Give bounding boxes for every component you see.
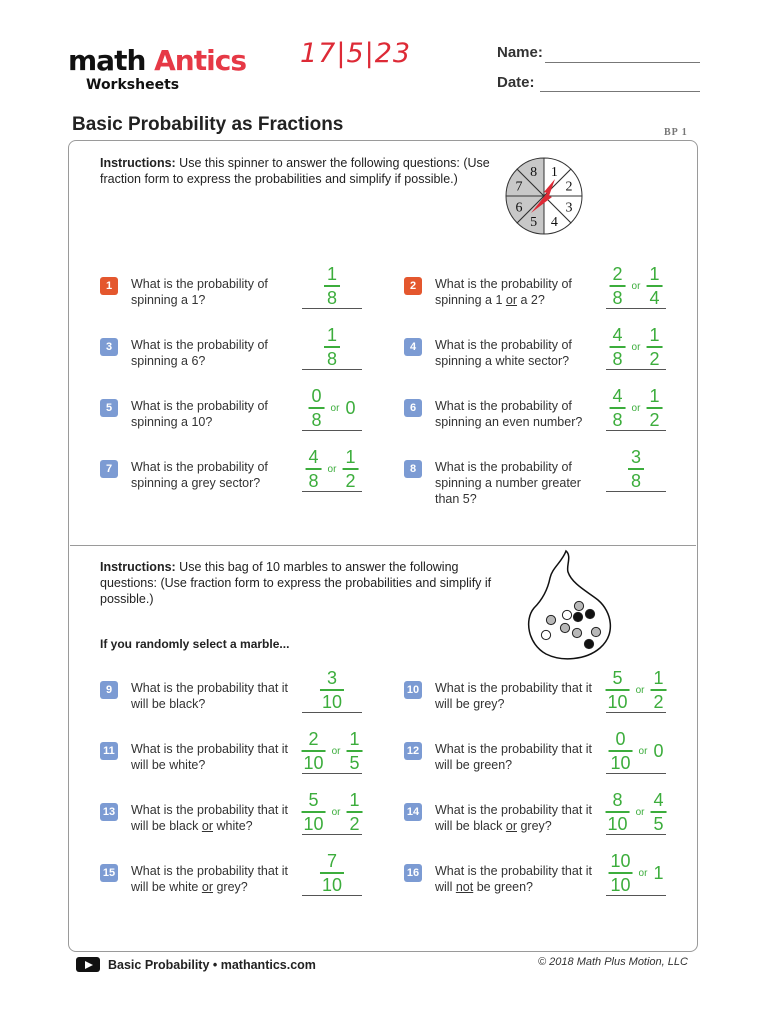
footer-left: [76, 957, 316, 972]
marble-black: [584, 639, 593, 648]
answer: [324, 325, 340, 369]
answer-fraction: [610, 264, 626, 308]
marble-white: [541, 630, 550, 639]
fraction-bar: [650, 811, 666, 813]
fraction-bar: [320, 872, 344, 874]
answer-fraction: [302, 729, 326, 773]
question-text: What is the probability of spinning a 1?: [131, 277, 268, 307]
instructions-label: Instructions:: [100, 560, 176, 574]
marble-grey: [546, 615, 555, 624]
answer-fraction: [609, 729, 633, 773]
question-text-part: What is the probability that it will: [435, 864, 593, 894]
fraction-denominator: 2: [349, 814, 360, 834]
fraction-denominator: 2: [649, 410, 660, 430]
fraction-numerator: 1: [653, 668, 664, 688]
question-text: What is the probability of spinning an even number?: [435, 399, 583, 429]
fraction-numerator: 4: [653, 790, 664, 810]
play-icon: [76, 957, 100, 972]
fraction-bar: [646, 285, 662, 287]
fraction-bar: [646, 407, 662, 409]
spinner-label: 2: [565, 179, 573, 195]
marble-grey: [560, 623, 569, 632]
footer-site-text: Basic Probability • mathantics.com: [108, 957, 316, 972]
fraction-numerator: 3: [326, 668, 337, 688]
mathantics-logo: [68, 44, 246, 100]
fraction-bar: [606, 689, 630, 691]
answer-whole-number: 0: [653, 740, 664, 761]
fraction-denominator: 8: [612, 288, 623, 308]
spinner-label: 6: [515, 200, 523, 216]
spinner-image: [503, 155, 585, 237]
fraction-numerator: 2: [308, 729, 319, 749]
fraction-bar: [324, 346, 340, 348]
bag-outline: [529, 551, 611, 659]
or-word: or: [330, 402, 340, 414]
answer: [324, 264, 340, 308]
answer: [606, 668, 667, 712]
question-text: [435, 802, 605, 834]
spinner-label: 8: [530, 165, 538, 181]
fraction-bar: [302, 811, 326, 813]
question-text: What is the probability of spinning a number greater than 5?: [435, 460, 581, 506]
fraction-bar: [302, 750, 326, 752]
marble-subheading: If you randomly select a marble...: [100, 637, 290, 651]
question-number-badge: 7: [100, 460, 118, 478]
marble-white: [562, 610, 571, 619]
fraction-denominator: 10: [303, 753, 324, 773]
question-text-part: be green?: [473, 880, 534, 894]
answer-line[interactable]: [302, 308, 362, 309]
question-text: [435, 863, 605, 895]
question-text-emphasis: not: [455, 880, 474, 894]
fraction-denominator: 8: [630, 471, 641, 491]
fraction-numerator: 4: [308, 447, 319, 467]
fraction-bar: [306, 468, 322, 470]
answer-line[interactable]: [606, 369, 666, 370]
question-text: What is the probability of spinning a 10?: [131, 399, 268, 429]
fraction-numerator: 0: [311, 386, 322, 406]
answer: [302, 790, 363, 834]
section-divider: [70, 545, 696, 546]
answer-fraction: [610, 325, 626, 369]
or-word: or: [635, 806, 645, 818]
answer: [610, 325, 663, 369]
answer-fraction: [650, 668, 666, 712]
date-label: Date:: [497, 74, 535, 91]
fraction-bar: [324, 285, 340, 287]
answer: [320, 668, 344, 712]
question-text-part: What is the probability of spinning a 1: [435, 277, 572, 307]
question-text-part: grey?: [517, 819, 552, 833]
fraction-numerator: 1: [326, 264, 337, 284]
answer-fraction: [306, 447, 322, 491]
answer-fraction: [609, 851, 633, 895]
answer-fraction: [606, 668, 630, 712]
fraction-denominator: 8: [326, 288, 337, 308]
fraction-numerator: 8: [612, 790, 623, 810]
fraction-bar: [610, 285, 626, 287]
question-number-badge: 2: [404, 277, 422, 295]
fraction-denominator: 4: [649, 288, 660, 308]
answer-fraction: [646, 325, 662, 369]
answer-fraction: [320, 851, 344, 895]
question-text-emphasis: or: [201, 819, 213, 833]
logo-worksheets: Worksheets: [86, 77, 180, 93]
or-word: or: [638, 745, 648, 757]
name-field-line[interactable]: [545, 62, 700, 63]
answer-fraction: [646, 386, 662, 430]
spinner-label: 1: [550, 165, 558, 181]
spinner-label: 3: [565, 200, 573, 216]
answer-line[interactable]: [606, 895, 666, 896]
spinner-label: 5: [530, 214, 538, 230]
fraction-numerator: 4: [612, 325, 623, 345]
fraction-numerator: 1: [649, 264, 660, 284]
question-number-badge: 15: [100, 864, 118, 882]
question-number-badge: 4: [404, 338, 422, 356]
question-text: [435, 276, 605, 308]
question-text: [131, 863, 301, 895]
instructions-label: Instructions:: [100, 156, 176, 170]
answer-fraction: [628, 447, 644, 491]
question-text: What is the probability that it will be grey?: [435, 681, 593, 711]
fraction-bar: [342, 468, 358, 470]
instructions-text: Use this spinner to answer the following questions: (Use fraction form to express the probabilities and simplify if possible.): [100, 156, 490, 186]
fraction-bar: [609, 750, 633, 752]
marble-black: [573, 612, 582, 621]
or-word: or: [331, 806, 341, 818]
or-word: or: [631, 402, 641, 414]
date-field-line[interactable]: [540, 91, 700, 92]
answer-line[interactable]: [302, 895, 362, 896]
fraction-denominator: 10: [607, 814, 628, 834]
fraction-denominator: 10: [321, 875, 343, 895]
answer-fraction: [320, 668, 344, 712]
answer: [309, 386, 356, 430]
copyright-text: © 2018 Math Plus Motion, LLC: [538, 956, 688, 968]
question-text: What is the probability of spinning a grey sector?: [131, 460, 268, 490]
fraction-bar: [346, 750, 362, 752]
fraction-bar: [628, 468, 644, 470]
page-title: Basic Probability as Fractions: [72, 114, 344, 135]
answer-fraction: [650, 790, 666, 834]
fraction-numerator: 5: [308, 790, 319, 810]
section2-instructions: [100, 559, 510, 607]
marble-grey: [574, 601, 583, 610]
question-text-part: What is the probability that it will be black: [435, 803, 593, 833]
question-text: What is the probability that it will be green?: [435, 742, 593, 772]
fraction-numerator: 1: [649, 325, 660, 345]
fraction-numerator: 1: [326, 325, 337, 345]
fraction-numerator: 3: [630, 447, 641, 467]
answer-line[interactable]: [606, 834, 666, 835]
question-text: What is the probability that it will be white?: [131, 742, 289, 772]
fraction-denominator: 8: [612, 410, 623, 430]
fraction-bar: [346, 811, 362, 813]
fraction-numerator: 1: [649, 386, 660, 406]
or-word: or: [635, 684, 645, 696]
handwritten-date: 17|5|23: [300, 38, 412, 69]
answer-fraction: [346, 790, 362, 834]
answer-line[interactable]: [302, 430, 362, 431]
fraction-bar: [609, 872, 633, 874]
or-word: or: [631, 341, 641, 353]
spinner-label: 4: [550, 214, 558, 230]
answer: [628, 447, 644, 491]
question-number-badge: 5: [100, 399, 118, 417]
answer-line[interactable]: [606, 712, 666, 713]
fraction-bar: [610, 407, 626, 409]
fraction-numerator: 10: [610, 851, 631, 871]
answer-line[interactable]: [606, 430, 666, 431]
answer-fraction: [324, 325, 340, 369]
answer-fraction: [309, 386, 325, 430]
marble-grey: [572, 628, 581, 637]
fraction-numerator: 1: [345, 447, 356, 467]
question-number-badge: 11: [100, 742, 118, 760]
instructions-text: Use this bag of 10 marbles to answer the following questions: (Use fraction form to express the probabilities and simplify if possible.): [100, 560, 492, 606]
fraction-bar: [320, 689, 344, 691]
logo-math-word: math: [68, 44, 146, 77]
fraction-denominator: 2: [649, 349, 660, 369]
answer-fraction: [606, 790, 630, 834]
question-text: What is the probability of spinning a white sector?: [435, 338, 572, 368]
question-number-badge: 13: [100, 803, 118, 821]
section1-instructions: [100, 155, 492, 187]
fraction-bar: [650, 689, 666, 691]
answer: [609, 729, 664, 773]
question-number-badge: 16: [404, 864, 422, 882]
question-number-badge: 14: [404, 803, 422, 821]
fraction-bar: [646, 346, 662, 348]
question-text: [131, 802, 301, 834]
answer-line[interactable]: [302, 773, 362, 774]
fraction-denominator: 10: [303, 814, 324, 834]
question-number-badge: 6: [404, 399, 422, 417]
answer: [302, 729, 363, 773]
or-word: or: [327, 463, 337, 475]
answer: [610, 386, 663, 430]
fraction-denominator: 8: [612, 349, 623, 369]
answer-fraction: [646, 264, 662, 308]
answer-fraction: [342, 447, 358, 491]
fraction-denominator: 2: [345, 471, 356, 491]
question-number-badge: 12: [404, 742, 422, 760]
answer-fraction: [302, 790, 326, 834]
fraction-denominator: 10: [321, 692, 343, 712]
fraction-denominator: 10: [607, 692, 628, 712]
answer-whole-number: 1: [653, 862, 664, 883]
or-word: or: [631, 280, 641, 292]
worksheet-code: BP 1: [664, 127, 688, 138]
answer: [306, 447, 359, 491]
fraction-denominator: 2: [653, 692, 664, 712]
answer-line[interactable]: [302, 712, 362, 713]
answer-line[interactable]: [606, 491, 666, 492]
name-label: Name:: [497, 44, 543, 61]
answer-fraction: [346, 729, 362, 773]
fraction-bar: [309, 407, 325, 409]
question-text-part: What is the probability that it will be black: [131, 803, 289, 833]
answer-line[interactable]: [606, 308, 666, 309]
answer: [320, 851, 344, 895]
answer-line[interactable]: [606, 773, 666, 774]
fraction-numerator: 0: [615, 729, 626, 749]
question-number-badge: 8: [404, 460, 422, 478]
answer: [609, 851, 664, 895]
answer-line[interactable]: [302, 834, 362, 835]
answer-line[interactable]: [302, 369, 362, 370]
fraction-bar: [606, 811, 630, 813]
fraction-denominator: 8: [308, 471, 319, 491]
fraction-bar: [610, 346, 626, 348]
fraction-denominator: 5: [349, 753, 360, 773]
question-text-emphasis: or: [505, 293, 518, 307]
fraction-denominator: 5: [653, 814, 664, 834]
or-word: or: [331, 745, 341, 757]
fraction-numerator: 1: [349, 729, 360, 749]
question-number-badge: 10: [404, 681, 422, 699]
fraction-numerator: 1: [349, 790, 360, 810]
logo-antics-word: Antics: [154, 44, 246, 77]
fraction-denominator: 10: [610, 753, 631, 773]
question-text-part: grey?: [213, 880, 248, 894]
question-number-badge: 9: [100, 681, 118, 699]
fraction-numerator: 7: [326, 851, 337, 871]
question-text-part: a 2?: [517, 293, 545, 307]
question-text-emphasis: or: [505, 819, 517, 833]
answer-whole-number: 0: [345, 397, 356, 418]
marble-black: [585, 609, 594, 618]
fraction-denominator: 8: [326, 349, 337, 369]
fraction-numerator: 5: [612, 668, 623, 688]
fraction-numerator: 2: [612, 264, 623, 284]
answer-fraction: [610, 386, 626, 430]
marble-grey: [591, 627, 600, 636]
question-text: What is the probability of spinning a 6?: [131, 338, 268, 368]
question-text-part: What is the probability that it will be white: [131, 864, 289, 894]
answer-line[interactable]: [302, 491, 362, 492]
question-text-emphasis: or: [201, 880, 213, 894]
question-text: What is the probability that it will be black?: [131, 681, 289, 711]
fraction-denominator: 10: [610, 875, 631, 895]
fraction-numerator: 4: [612, 386, 623, 406]
question-number-badge: 1: [100, 277, 118, 295]
spinner-label: 7: [515, 179, 523, 195]
marble-bag-image: [522, 548, 617, 663]
question-number-badge: 3: [100, 338, 118, 356]
question-text-part: white?: [213, 819, 253, 833]
fraction-denominator: 8: [311, 410, 322, 430]
answer: [610, 264, 663, 308]
or-word: or: [638, 867, 648, 879]
answer-fraction: [324, 264, 340, 308]
answer: [606, 790, 667, 834]
